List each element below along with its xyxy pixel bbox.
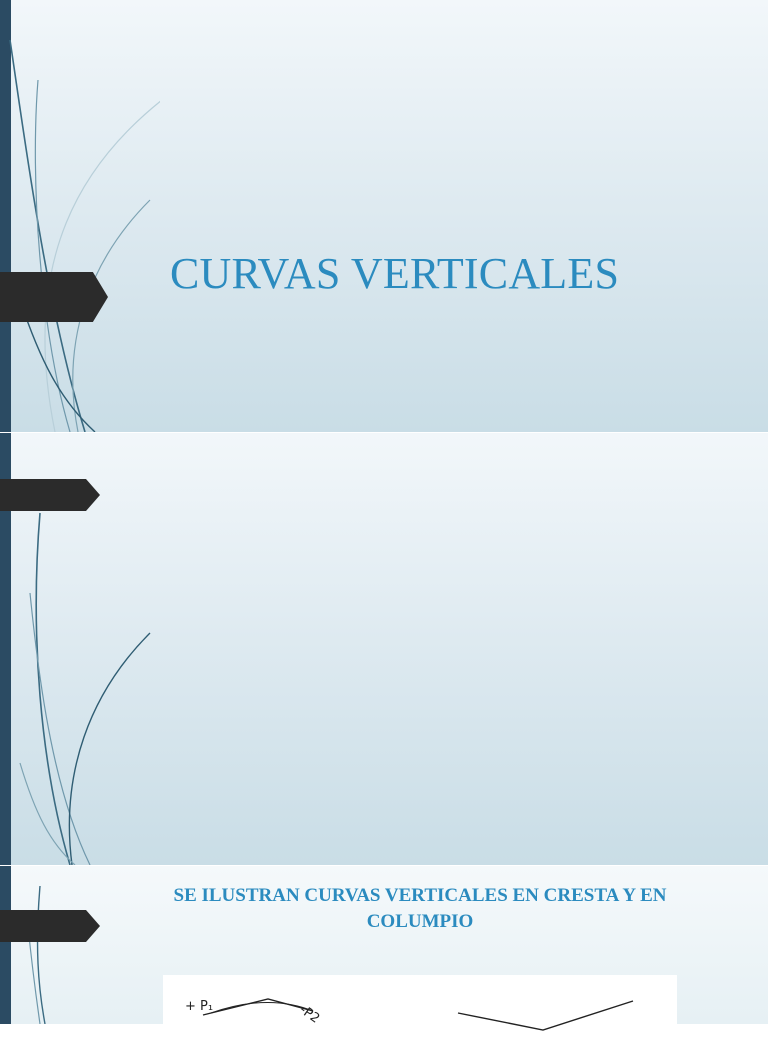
p1-label: + P₁ — [185, 999, 214, 1014]
slide-title-text: CURVAS VERTICALES — [170, 249, 620, 298]
heading-marker-tab — [0, 479, 100, 511]
title-marker-tab — [0, 272, 108, 322]
curves-figure — [163, 975, 677, 1035]
p2-label: -P2 — [296, 1002, 323, 1027]
decorative-curves — [0, 866, 120, 1024]
slide-title — [0, 0, 768, 432]
decorative-curves — [0, 0, 160, 432]
heading-marker-tab — [0, 910, 100, 942]
slide-concept — [0, 433, 768, 865]
crest-sag-diagram — [163, 975, 677, 1035]
illustration-heading: SE ILUSTRAN CURVAS VERTICALES EN CRESTA Y EN COLUMPIO — [173, 885, 667, 932]
